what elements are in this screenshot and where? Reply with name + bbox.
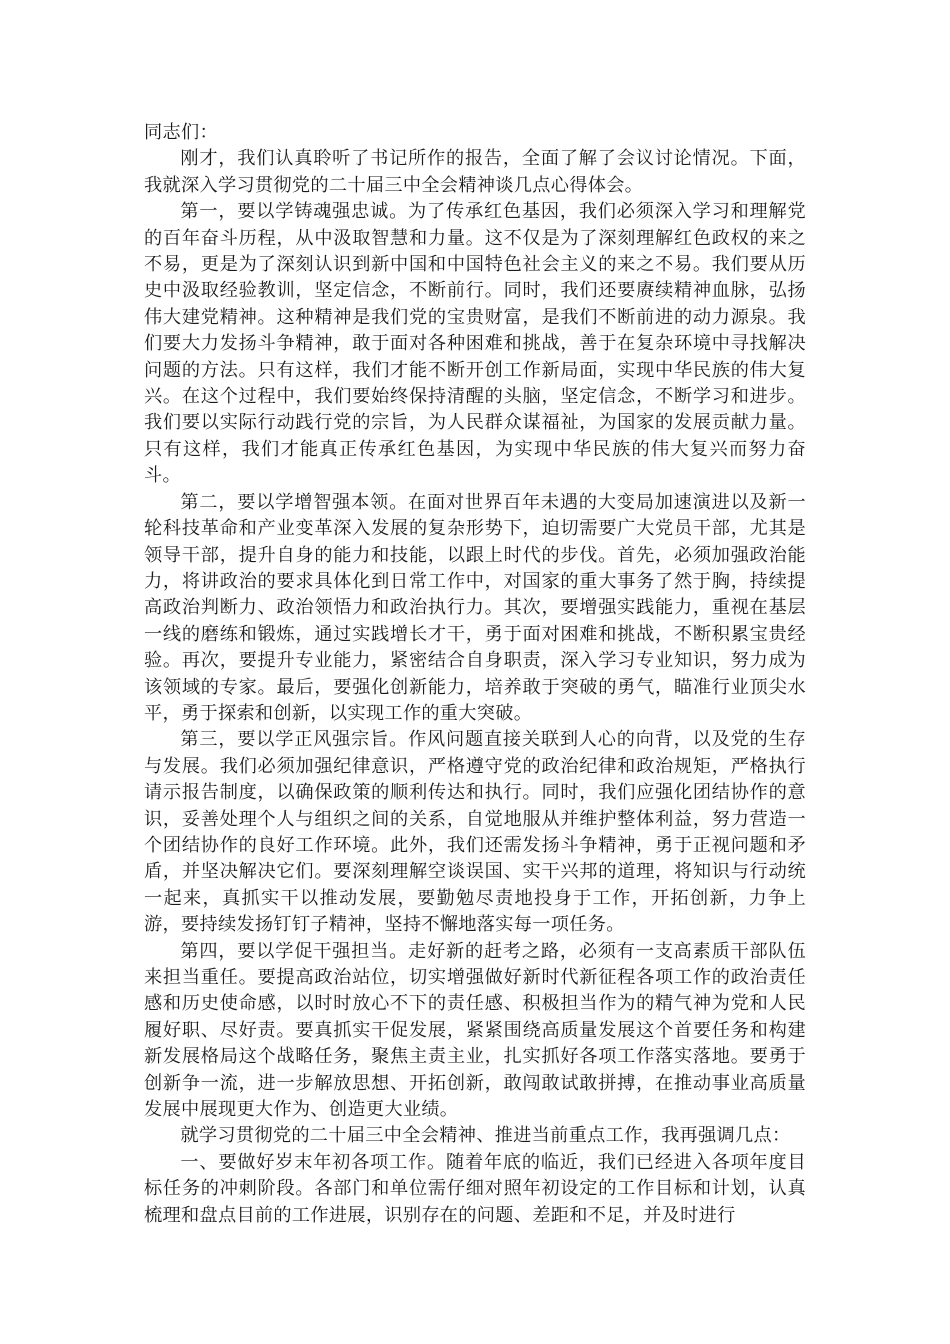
paragraph-opening: 刚才，我们认真聆听了书记所作的报告，全面了解了会议讨论情况。下面，我就深入学习贯彻党的二十届三中全会精神谈几点心得体会。 (144, 148, 806, 196)
paragraph-item-1: 一、要做好岁末年初各项工作。随着年底的临近，我们已经进入各项年度目标任务的冲刺阶段。各部门和单位需仔细对照年初设定的工作目标和计划，认真梳理和盘点目前的工作进展，识别存在的问题、差距和不足，并及时进行 (144, 1151, 806, 1226)
paragraph-point-4: 第四，要以学促干强担当。走好新的赶考之路，必须有一支高素质干部队伍来担当重任。要提高政治站位，切实增强做好新时代新征程各项工作的政治责任感和历史使命感，以时时放心不下的责任感、积极担当作为的精气神为党和人民履好职、尽好责。要真抓实干促发展，紧紧围绕高质量发展这个首要任务和构建新发展格局这个战略任务，聚焦主责主业，扎实抓好各项工作落实落地。要勇于创新争一流，进一步解放思想、开拓创新，敢闯敢试敢拼搏，在推动事业高质量发展中展现更大作为、创造更大业绩。 (144, 940, 806, 1121)
paragraph-transition: 就学习贯彻党的二十届三中全会精神、推进当前重点工作，我再强调几点： (180, 1125, 791, 1147)
salutation: 同志们： (144, 122, 218, 143)
document-body (144, 120, 806, 1229)
paragraph-point-3: 第三，要以学正风强宗旨。作风问题直接关联到人心的向背，以及党的生存与发展。我们必须加强纪律意识，严格遵守党的政治纪律和政治规矩，严格执行请示报告制度，以确保政策的顺利传达和执行。同时，我们应强化团结协作的意识，妥善处理个人与组织之间的关系，自觉地服从并维护整体利益，努力营造一个团结协作的良好工作环境。此外，我们还需发扬斗争精神，勇于正视问题和矛盾，并坚决解决它们。要深刻理解空谈误国、实干兴邦的道理，将知识与行动统一起来，真抓实干以推动发展，要勤勉尽责地投身于工作，开拓创新，力争上游，要持续发扬钉钉子精神，坚持不懈地落实每一项任务。 (144, 729, 806, 936)
paragraph-point-1: 第一，要以学铸魂强忠诚。为了传承红色基因，我们必须深入学习和理解党的百年奋斗历程，从中汲取智慧和力量。这不仅是为了深刻理解红色政权的来之不易，更是为了深刻认识到新中国和中国特色社会主义的来之不易。我们要从历史中汲取经验教训，坚定信念，不断前行。同时，我们还要赓续精神血脉，弘扬伟大建党精神。这种精神是我们党的宝贵财富，是我们不断前进的动力源泉。我们要大力发扬斗争精神，敢于面对各种困难和挑战，善于在复杂环境中寻找解决问题的方法。只有这样，我们才能不断开创工作新局面，实现中华民族的伟大复兴。在这个过程中，我们要始终保持清醒的头脑，坚定信念，不断学习和进步。我们要以实际行动践行党的宗旨，为人民群众谋福祉，为国家的发展贡献力量。只有这样，我们才能真正传承红色基因，为实现中华民族的伟大复兴而努力奋斗。 (144, 201, 806, 487)
paragraph-point-2: 第二，要以学增智强本领。在面对世界百年未遇的大变局加速演进以及新一轮科技革命和产业变革深入发展的复杂形势下，迫切需要广大党员干部，尤其是领导干部，提升自身的能力和技能，以跟上时代的步伐。首先，必须加强政治能力，将讲政治的要求具体化到日常工作中，对国家的重大事务了然于胸，持续提高政治判断力、政治领悟力和政治执行力。其次，要增强实践能力，重视在基层一线的磨练和锻炼，通过实践增长才干，勇于面对困难和挑战，不断积累宝贵经验。再次，要提升专业能力，紧密结合自身职责，深入学习专业知识，努力成为该领域的专家。最后，要强化创新能力，培养敢于突破的勇气，瞄准行业顶尖水平，勇于探索和创新，以实现工作的重大突破。 (144, 491, 806, 724)
